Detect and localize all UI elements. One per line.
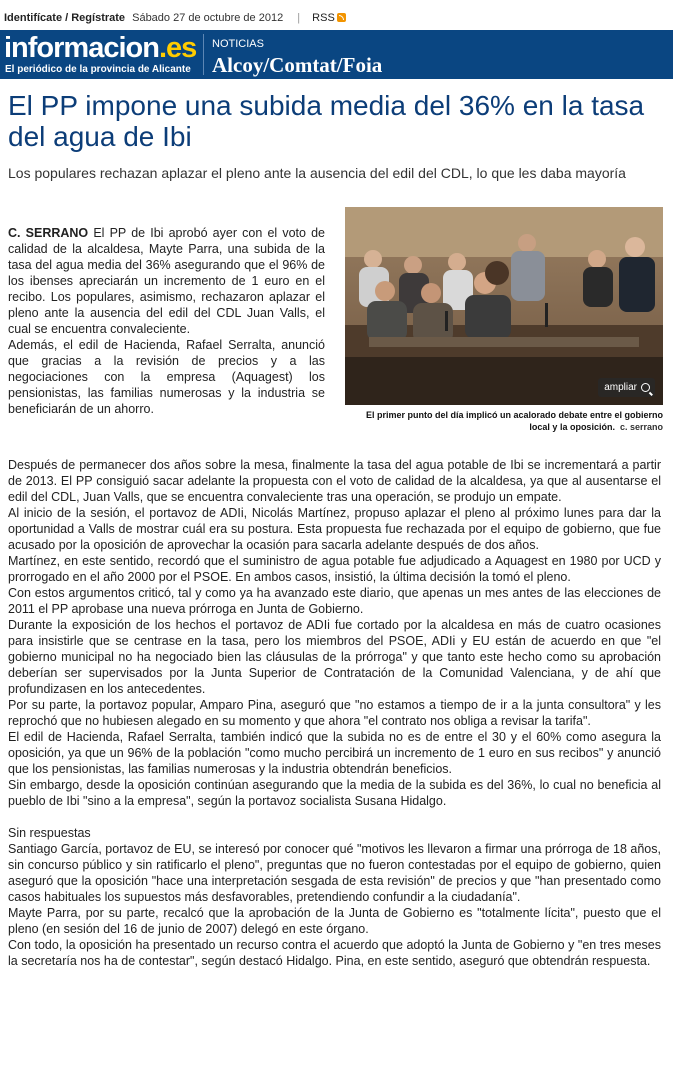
article-subheadline: Los populares rechazan aplazar el pleno ante la ausencia del edil del CDL, lo que les daba mayoría xyxy=(8,165,626,181)
login-register-link[interactable]: Identifícate / Regístrate xyxy=(4,12,126,24)
magnifier-plus-icon xyxy=(641,383,650,392)
section-name-link[interactable]: Alcoy/Comtat/Foia xyxy=(212,53,383,77)
photo-illustration xyxy=(345,207,663,405)
article-photo[interactable] xyxy=(345,207,663,405)
article-paragraph: El edil de Hacienda, Rafael Serralta, también indicó que la subida no es de entre el 30 y el 60% como asegura la oposición, ya que un 96% de la población "como mucho percibirá un incremento de 1 euro en sus recibos" y anunció que los pensionistas, las familias numerosas y la industria obtendrán beneficios. xyxy=(8,730,661,776)
zoom-photo-button[interactable] xyxy=(598,378,655,397)
article-paragraph: Con todo, la oposición ha presentado un recurso contra el acuerdo que adoptó la Junta de Gobierno y "en tres meses la secretaría nos ha de contestar", según destacó Hidalgo. Pina, en este sentido, aseguró que obtendrán respuesta. xyxy=(8,938,661,968)
zoom-label: ampliar xyxy=(604,382,637,393)
logo-suffix: .es xyxy=(158,32,197,64)
article-paragraph: Además, el edil de Hacienda, Rafael Serralta, anunció que gracias a la revisión de precios y a las negociaciones con la empresa (Aquagest) los pensionistas, las familias numerosas y la industria se beneficiarán de un ahorro. xyxy=(8,338,325,416)
article-paragraph: Durante la exposición de los hechos el portavoz de ADIi fue cortado por la alcaldesa en más de cuatro ocasiones para insistirle que se centrase en la tasa, pero los miembros del PSOE, ADIi y EU están de acuerdo en que "el gobierno municipal no ha negociado bien las cláusulas de la prórroga" y que tanto este hecho como su aprobación deberían ser supervisados por la Junta Superior de Contratación de la Comunidad Valenciana, y de ahí que profundizasen en los antecedentes. xyxy=(8,618,661,696)
top-bar xyxy=(0,0,673,30)
article-paragraph: Mayte Parra, por su parte, recalcó que la aprobación de la Junta de Gobierno es "totalmente lícita", puesto que el pleno (en sesión del 16 de junio de 2007) delegó en este órgano. xyxy=(8,906,661,936)
rss-label: RSS xyxy=(312,12,335,24)
divider: | xyxy=(297,12,301,24)
article-paragraph: Después de permanecer dos años sobre la mesa, finalmente la tasa del agua potable de Ibi se incrementará a partir de 2013. El PP consiguió sacar adelante la propuesta con el voto de calidad de la alcaldesa, ya que al ausentarse el edil del CDL, Juan Valls, que se encuentra convaleciente tras una operación, se produjo un empate. xyxy=(8,458,661,504)
masthead xyxy=(0,30,673,79)
article-paragraph: Al inicio de la sesión, el portavoz de ADIi, Nicolás Martínez, propuso aplazar el pleno al próximo lunes para dar la oportunidad a Valls de mostrar cuál era su postura. Esta propuesta fue rechazada por el equipo de gobierno, que fue acusado por la oposición de aprovechar la ocasión para sacarla adelante después de dos años. xyxy=(8,506,661,552)
article-paragraph: Sin embargo, desde la oposición continúan asegurando que la media de la subida es del 36%, lo cual no beneficia al pueblo de Ibi "sino a la empresa", según la portavoz socialista Susana Hidalgo. xyxy=(8,778,661,808)
site-tagline: El periódico de la provincia de Alicante xyxy=(5,64,191,75)
rss-icon xyxy=(337,13,346,22)
caption-text: El primer punto del día implicó un acalorado debate entre el gobierno local y la oposición. xyxy=(365,410,663,432)
article-body xyxy=(8,457,661,969)
rss-link[interactable] xyxy=(312,12,346,24)
article-body-top xyxy=(8,225,325,417)
photo-credit: c. serrano xyxy=(619,422,663,432)
paragraph-spacer xyxy=(8,809,661,825)
article-paragraph xyxy=(8,225,325,337)
masthead-divider xyxy=(203,34,204,75)
site-logo[interactable] xyxy=(4,32,196,64)
section-kicker-link[interactable]: NOTICIAS xyxy=(212,38,264,50)
section-subheading: Sin respuestas xyxy=(8,826,91,840)
current-date: Sábado 27 de octubre de 2012 xyxy=(132,12,284,24)
paragraph-text: El PP de Ibi aprobó ayer con el voto de calidad de la alcaldesa, Mayte Parra, una subida de la tasa del agua media del 36% asegurando que el 96% de los ibenses apreciarán un incremento de 1 euro en el recibo. Los populares, asimismo, rechazaron aplazar el pleno ante la ausencia del edil del CDL Juan Valls, el cual se encuentra convaleciente. xyxy=(8,226,326,336)
article-paragraph: Santiago García, portavoz de EU, se interesó por conocer qué "motivos les llevaron a firmar una prórroga de 18 años, sin concurso público y sin ratificarlo el pleno", preguntas que no fueron contestadas por el equipo de gobierno, quien aseguró que la oposición "hace una interpretación sesgada de esta revisión" de precios y que "han presentado como casos habituales los supuestos más desfavorables, pretendiendo confundir a la ciudadanía". xyxy=(8,842,661,904)
photo-caption xyxy=(345,409,663,433)
article-paragraph: Por su parte, la portavoz popular, Amparo Pina, aseguró que "no estamos a tiempo de ir a la junta consultora" y les reprochó que no hubiesen alegado en su momento y que ahora "el contrato nos obliga a revisar la tarifa". xyxy=(8,698,661,728)
article-paragraph: Martínez, en este sentido, recordó que el suministro de agua potable fue adjudicado a Aquagest en 1980 por UCD y prorrogado en el año 2000 por el PSOE. En ambos casos, insistió, la última decisión la tomó el pleno. xyxy=(8,554,661,584)
article-paragraph: Con estos argumentos criticó, tal y como ya ha avanzado este diario, que apenas un mes antes de las elecciones de 2011 el PP aprobase una nueva prórroga en Junta de Gobierno. xyxy=(8,586,661,616)
article-headline: El PP impone una subida media del 36% en la tasa del agua de Ibi xyxy=(8,90,645,152)
logo-main: informacion xyxy=(4,32,159,64)
article-author: C. SERRANO xyxy=(8,226,89,240)
